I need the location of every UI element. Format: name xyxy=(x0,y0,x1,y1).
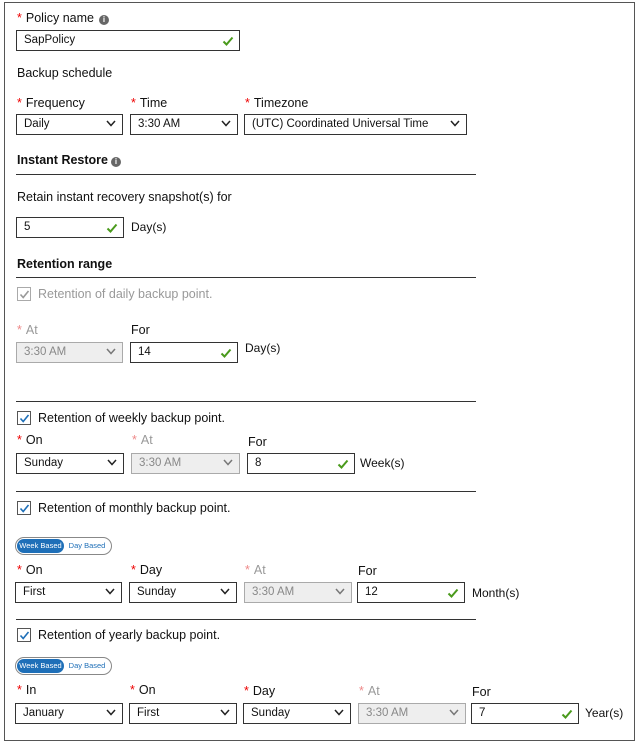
retain-snapshot-value: 5 xyxy=(24,221,31,233)
retain-snapshot-label: Retain instant recovery snapshot(s) for xyxy=(17,190,232,204)
chevron-down-icon xyxy=(334,709,343,718)
weekly-on-label: * On xyxy=(17,433,43,447)
monthly-week-day-toggle[interactable] xyxy=(15,537,112,555)
chevron-down-icon xyxy=(335,588,344,597)
instant-restore-heading: Instant Restore xyxy=(17,153,108,167)
frequency-label: * Frequency xyxy=(17,96,85,110)
weekly-at-value: 3:30 AM xyxy=(139,457,182,469)
divider xyxy=(16,277,476,278)
weekly-retention-label: Retention of weekly backup point. xyxy=(38,411,225,425)
daily-for-value: 14 xyxy=(138,346,151,358)
yearly-in-select[interactable] xyxy=(15,703,123,724)
monthly-week-based-option[interactable]: Week Based xyxy=(17,539,64,553)
info-icon[interactable]: i xyxy=(111,157,121,167)
retention-range-heading: Retention range xyxy=(17,257,113,271)
time-select[interactable] xyxy=(130,114,238,135)
monthly-on-value: First xyxy=(23,586,46,598)
monthly-day-based-option[interactable]: Day Based xyxy=(68,541,106,550)
valid-check-icon xyxy=(447,587,459,599)
yearly-at-value: 3:30 AM xyxy=(366,707,409,719)
weekly-retention-checkbox[interactable] xyxy=(17,411,31,425)
timezone-value: (UTC) Coordinated Universal Time xyxy=(252,118,429,130)
valid-check-icon xyxy=(106,222,118,234)
chevron-down-icon xyxy=(106,348,115,357)
monthly-for-label: For xyxy=(358,564,377,578)
chevron-down-icon xyxy=(449,709,458,718)
daily-for-label: For xyxy=(131,323,150,337)
monthly-day-label: * Day xyxy=(131,563,163,577)
monthly-day-value: Sunday xyxy=(137,586,177,598)
daily-at-label: * At xyxy=(17,323,38,337)
daily-at-value: 3:30 AM xyxy=(24,346,67,358)
valid-check-icon xyxy=(561,708,573,720)
chevron-down-icon xyxy=(220,709,229,718)
retain-snapshot-unit: Day(s) xyxy=(131,220,167,234)
yearly-on-select[interactable] xyxy=(129,703,237,724)
info-icon[interactable]: i xyxy=(99,15,109,25)
daily-at-select xyxy=(16,342,123,363)
chevron-down-icon xyxy=(106,709,115,718)
weekly-for-input[interactable] xyxy=(247,453,355,474)
monthly-for-unit: Month(s) xyxy=(472,586,520,600)
monthly-at-value: 3:30 AM xyxy=(252,586,295,598)
divider xyxy=(16,491,476,492)
monthly-at-select xyxy=(244,582,352,603)
timezone-label: * Timezone xyxy=(245,96,309,110)
time-value: 3:30 AM xyxy=(138,118,181,130)
yearly-for-value: 7 xyxy=(479,707,486,719)
backup-schedule-heading: Backup schedule xyxy=(17,66,113,80)
policy-name-label: * Policy name xyxy=(17,11,94,25)
daily-retention-checkbox xyxy=(17,287,31,301)
valid-check-icon xyxy=(220,347,232,359)
chevron-down-icon xyxy=(106,120,115,129)
yearly-for-unit: Year(s) xyxy=(585,706,624,720)
monthly-for-value: 12 xyxy=(365,586,378,598)
yearly-on-label: * On xyxy=(130,683,156,697)
yearly-week-based-option[interactable]: Week Based xyxy=(17,659,64,673)
policy-name-input[interactable] xyxy=(16,30,240,51)
weekly-at-label: * At xyxy=(132,433,153,447)
weekly-for-unit: Week(s) xyxy=(360,456,405,470)
divider xyxy=(16,401,476,402)
retain-snapshot-input[interactable] xyxy=(16,217,124,238)
frequency-value: Daily xyxy=(24,118,50,130)
weekly-on-select[interactable] xyxy=(16,453,124,474)
frequency-select[interactable] xyxy=(16,114,123,135)
valid-check-icon xyxy=(222,35,234,47)
weekly-for-label: For xyxy=(248,435,267,449)
time-label: * Time xyxy=(131,96,168,110)
yearly-at-label: * At xyxy=(359,684,380,698)
chevron-down-icon xyxy=(221,120,230,129)
daily-for-unit: Day(s) xyxy=(245,341,281,355)
chevron-down-icon xyxy=(220,588,229,597)
yearly-for-input[interactable] xyxy=(471,703,579,724)
divider xyxy=(16,619,476,620)
yearly-for-label: For xyxy=(472,685,491,699)
daily-retention-label: Retention of daily backup point. xyxy=(38,287,213,301)
weekly-at-select xyxy=(131,453,240,474)
yearly-day-value: Sunday xyxy=(251,707,291,719)
chevron-down-icon xyxy=(223,459,232,468)
monthly-for-input[interactable] xyxy=(357,582,465,603)
yearly-at-select xyxy=(358,703,466,724)
chevron-down-icon xyxy=(450,120,459,129)
monthly-at-label: * At xyxy=(245,563,266,577)
yearly-in-value: January xyxy=(23,707,64,719)
yearly-retention-checkbox[interactable] xyxy=(17,628,31,642)
yearly-on-value: First xyxy=(137,707,160,719)
weekly-on-value: Sunday xyxy=(24,457,64,469)
yearly-day-select[interactable] xyxy=(243,703,351,724)
yearly-in-label: * In xyxy=(17,683,37,697)
monthly-retention-checkbox[interactable] xyxy=(17,501,31,515)
chevron-down-icon xyxy=(107,459,116,468)
monthly-on-select[interactable] xyxy=(15,582,122,603)
valid-check-icon xyxy=(337,458,349,470)
yearly-week-day-toggle[interactable] xyxy=(15,657,112,675)
daily-for-input[interactable] xyxy=(130,342,238,363)
yearly-day-based-option[interactable]: Day Based xyxy=(68,661,106,670)
timezone-select[interactable] xyxy=(244,114,467,135)
weekly-for-value: 8 xyxy=(255,457,262,469)
chevron-down-icon xyxy=(105,588,114,597)
monthly-day-select[interactable] xyxy=(129,582,237,603)
yearly-day-label: * Day xyxy=(244,684,276,698)
yearly-retention-label: Retention of yearly backup point. xyxy=(38,628,221,642)
monthly-on-label: * On xyxy=(17,563,43,577)
policy-name-value: SapPolicy xyxy=(24,34,76,46)
divider xyxy=(16,174,476,175)
monthly-retention-label: Retention of monthly backup point. xyxy=(38,501,231,515)
